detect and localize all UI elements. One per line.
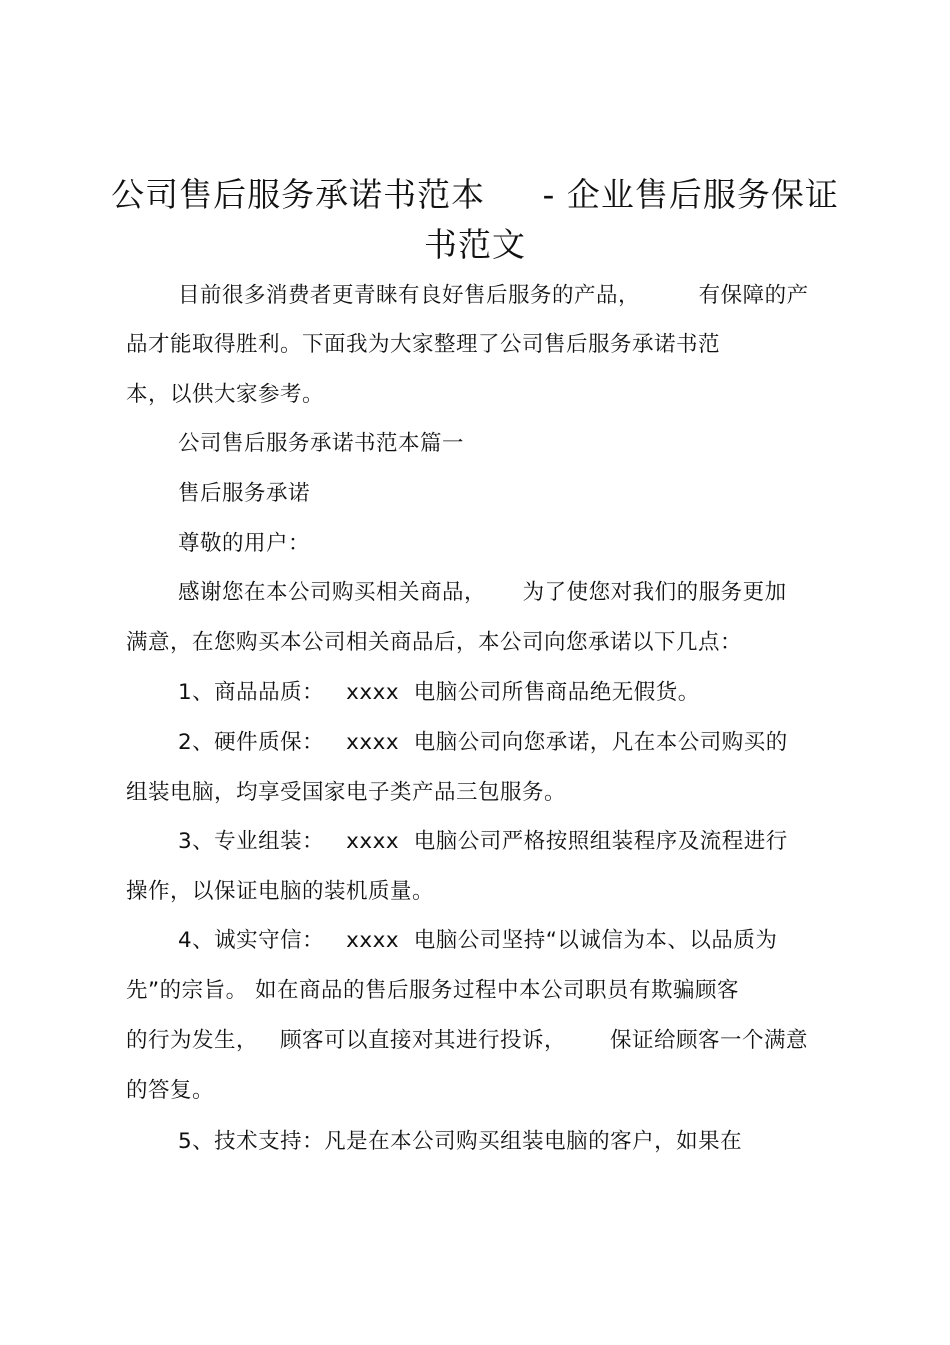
body-line-1: 感谢您在本公司购买相关商品， 为了使您对我们的服务更加 xyxy=(178,580,787,605)
document-title-line-1: 公司售后服务承诺书范本 - 企业售后服务保证 xyxy=(111,175,839,214)
item-5-line-1: 5、技术支持：凡是在本公司购买组装电脑的客户，如果在 xyxy=(178,1129,743,1154)
section-heading: 公司售后服务承诺书范本篇一 xyxy=(178,431,465,456)
intro-line-3: 本，以供大家参考。 xyxy=(126,382,325,407)
item-1-line-1: 1、商品品质： xxxx 电脑公司所售商品绝无假货。 xyxy=(178,680,700,705)
item-4-line-3: 的行为发生， 顾客可以直接对其进行投诉， 保证给顾客一个满意 xyxy=(126,1028,809,1053)
item-4-line-1: 4、诚实守信： xxxx 电脑公司坚持“以诚信为本、以品质为 xyxy=(178,928,778,953)
item-4-line-4: 的答复。 xyxy=(126,1078,215,1103)
body-line-2: 满意，在您购买本公司相关商品后，本公司向您承诺以下几点： xyxy=(126,630,743,655)
item-3-line-2: 操作，以保证电脑的装机质量。 xyxy=(126,879,435,904)
intro-line-2: 品才能取得胜利。下面我为大家整理了公司售后服务承诺书范 xyxy=(126,332,721,357)
subheading: 售后服务承诺 xyxy=(178,481,311,506)
item-3-line-1: 3、专业组装： xxxx 电脑公司严格按照组装程序及流程进行 xyxy=(178,829,788,854)
intro-line-1: 目前很多消费者更青睐有良好售后服务的产品， 有保障的产 xyxy=(178,283,809,308)
item-4-line-2: 先”的宗旨。 如在商品的售后服务过程中本公司职员有欺骗顾客 xyxy=(126,978,739,1003)
item-2-line-2: 组装电脑，均享受国家电子类产品三包服务。 xyxy=(126,780,567,805)
salutation: 尊敬的用户： xyxy=(178,531,311,556)
item-2-line-1: 2、硬件质保： xxxx 电脑公司向您承诺，凡在本公司购买的 xyxy=(178,730,788,755)
document-title-line-2: 书范文 xyxy=(424,225,526,264)
